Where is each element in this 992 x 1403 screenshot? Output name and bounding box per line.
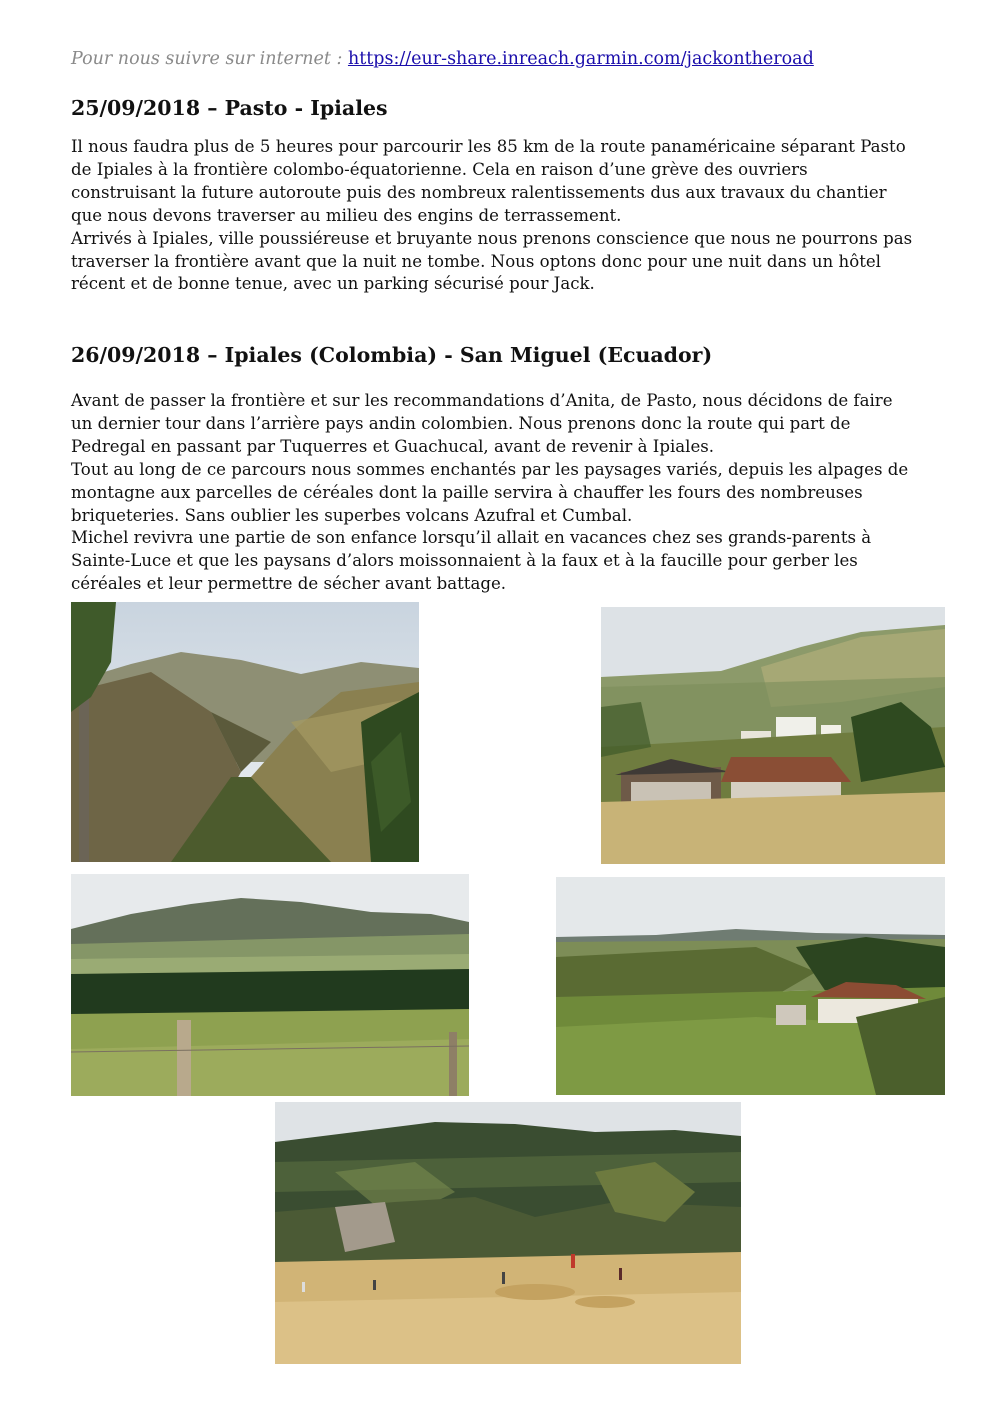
text-line: Pedregal en passant par Tuquerres et Guachucal, avant de revenir à Ipiales. [71,436,715,456]
follow-line [71,47,951,71]
text-line: Sainte-Luce et que les paysans d’alors moissonnaient à la faux et à la faucille pour gerber les [71,551,858,571]
text-line: Arrivés à Ipiales, ville poussiéreuse et bruyante nous prenons conscience que nous ne pourrons pas [71,228,913,248]
section1-text [71,136,951,296]
photo-farmhouse [556,877,945,1095]
photo-pasture-mountain [71,874,469,1096]
text-line: Avant de passer la frontière et sur les recommandations d’Anita, de Pasto, nous décidons de faire [71,391,893,410]
section1-title: 25/09/2018 – Pasto - Ipiales [71,96,388,120]
photo-village-hills [601,607,945,864]
text-line: traverser la frontière avant que la nuit ne tombe. Nous optons donc pour une nuit dans un hôtel [71,251,881,271]
text-line: construisant la future autoroute puis des nombreux ralentissements dus aux travaux du chantier [71,182,887,202]
photo-harvest-field [275,1102,741,1364]
text-line: briqueteries. Sans oublier les superbes volcans Azufral et Cumbal. [71,505,633,525]
text-line: Michel revivra une partie de son enfance lorsqu’il allait en vacances chez ses grands-parents à [71,528,872,548]
section2-title: 26/09/2018 – Ipiales (Colombia) - San Miguel (Ecuador) [71,343,713,367]
follow-label: Pour nous suivre sur internet : [71,49,343,69]
text-line: montagne aux parcelles de céréales dont la paille servira à chauffer les fours des nombreuses [71,482,863,502]
tracking-link[interactable]: https://eur-share.inreach.garmin.com/jackontheroad [347,49,814,69]
text-line: de Ipiales à la frontière colombo-équatorienne. Cela en raison d’une grève des ouvriers [71,159,808,179]
text-line: céréales et leur permettre de sécher avant battage. [71,574,507,594]
text-line: Tout au long de ce parcours nous sommes enchantés par les paysages variés, depuis les alpages de [71,459,909,479]
photo-valley [71,602,419,862]
text-line: Il nous faudra plus de 5 heures pour parcourir les 85 km de la route panaméricaine séparant Pasto [71,137,906,156]
text-line: récent et de bonne tenue, avec un parking sécurisé pour Jack. [71,274,595,294]
text-line: que nous devons traverser au milieu des engins de terrassement. [71,205,622,225]
text-line: un dernier tour dans l’arrière pays andin colombien. Nous prenons donc la route qui part de [71,413,851,433]
section2-text [71,390,951,596]
